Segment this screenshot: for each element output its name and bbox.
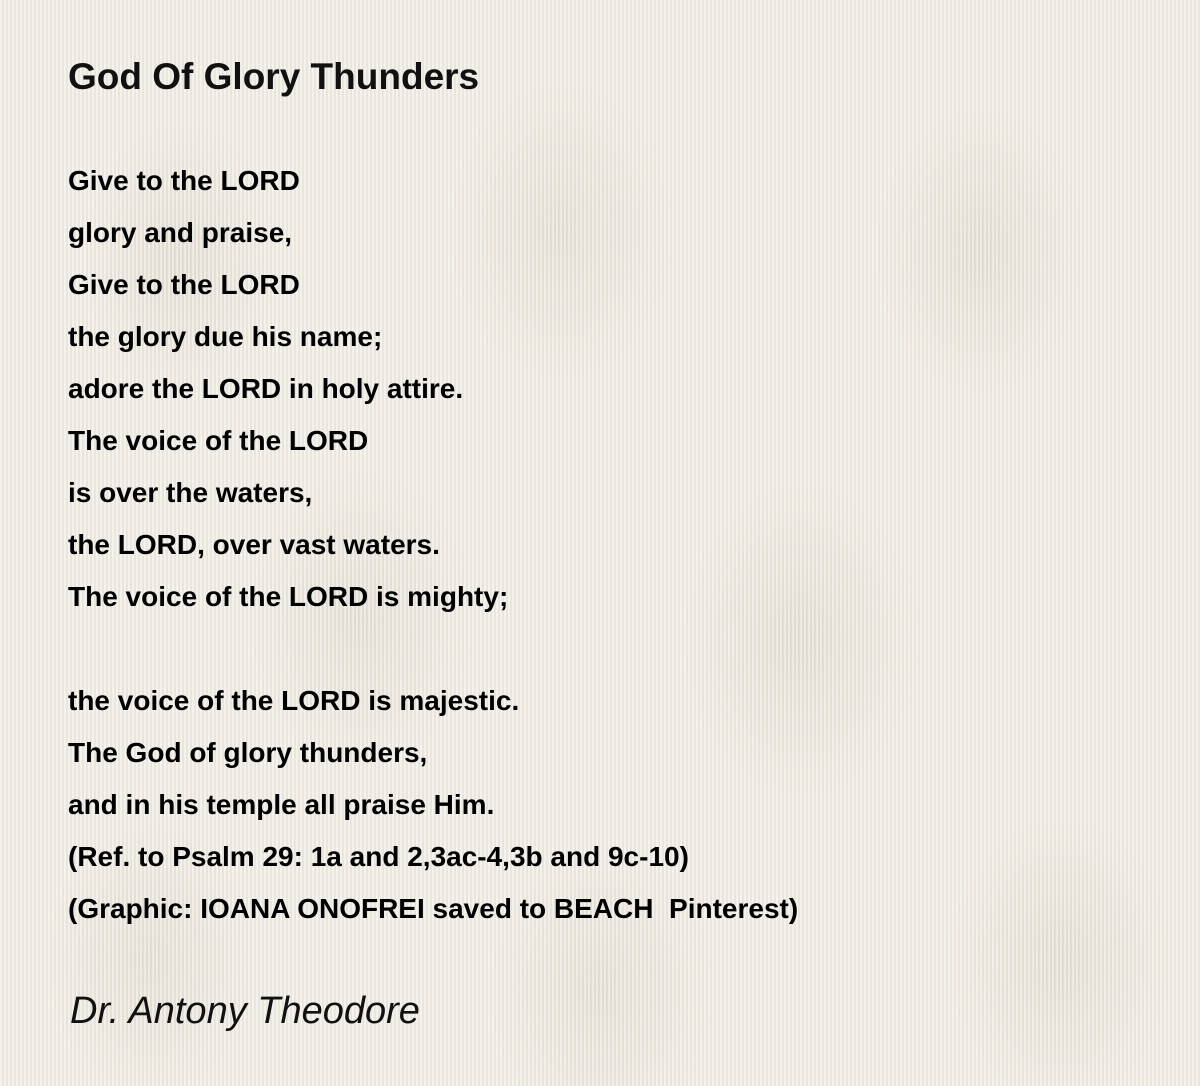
poem-line: the glory due his name; bbox=[68, 321, 383, 352]
poem-graphic-credit: (Graphic: IOANA ONOFREI saved to BEACH Pinterest) bbox=[68, 893, 799, 924]
stanza-break bbox=[68, 623, 1168, 675]
poem-line: The voice of the LORD is mighty; bbox=[68, 581, 509, 612]
poem-line: the LORD, over vast waters. bbox=[68, 529, 440, 560]
poem-line: The voice of the LORD bbox=[68, 425, 369, 456]
poem-line: and in his temple all praise Him. bbox=[68, 789, 495, 820]
poem-title: God Of Glory Thunders bbox=[68, 56, 480, 97]
poem-line: The God of glory thunders, bbox=[68, 737, 428, 768]
poem-line: glory and praise, bbox=[68, 217, 293, 248]
poem-reference: (Ref. to Psalm 29: 1a and 2,3ac-4,3b and 9c-10) bbox=[68, 841, 689, 872]
poem-line: adore the LORD in holy attire. bbox=[68, 373, 464, 404]
poem-card bbox=[68, 55, 1168, 935]
poem-line: is over the waters, bbox=[68, 477, 313, 508]
poem-author: Dr. Antony Theodore bbox=[70, 990, 420, 1032]
poem-line: Give to the LORD bbox=[68, 165, 300, 196]
poem-line: Give to the LORD bbox=[68, 269, 300, 300]
poem-line: the voice of the LORD is majestic. bbox=[68, 685, 520, 716]
poem-body bbox=[68, 155, 1168, 935]
